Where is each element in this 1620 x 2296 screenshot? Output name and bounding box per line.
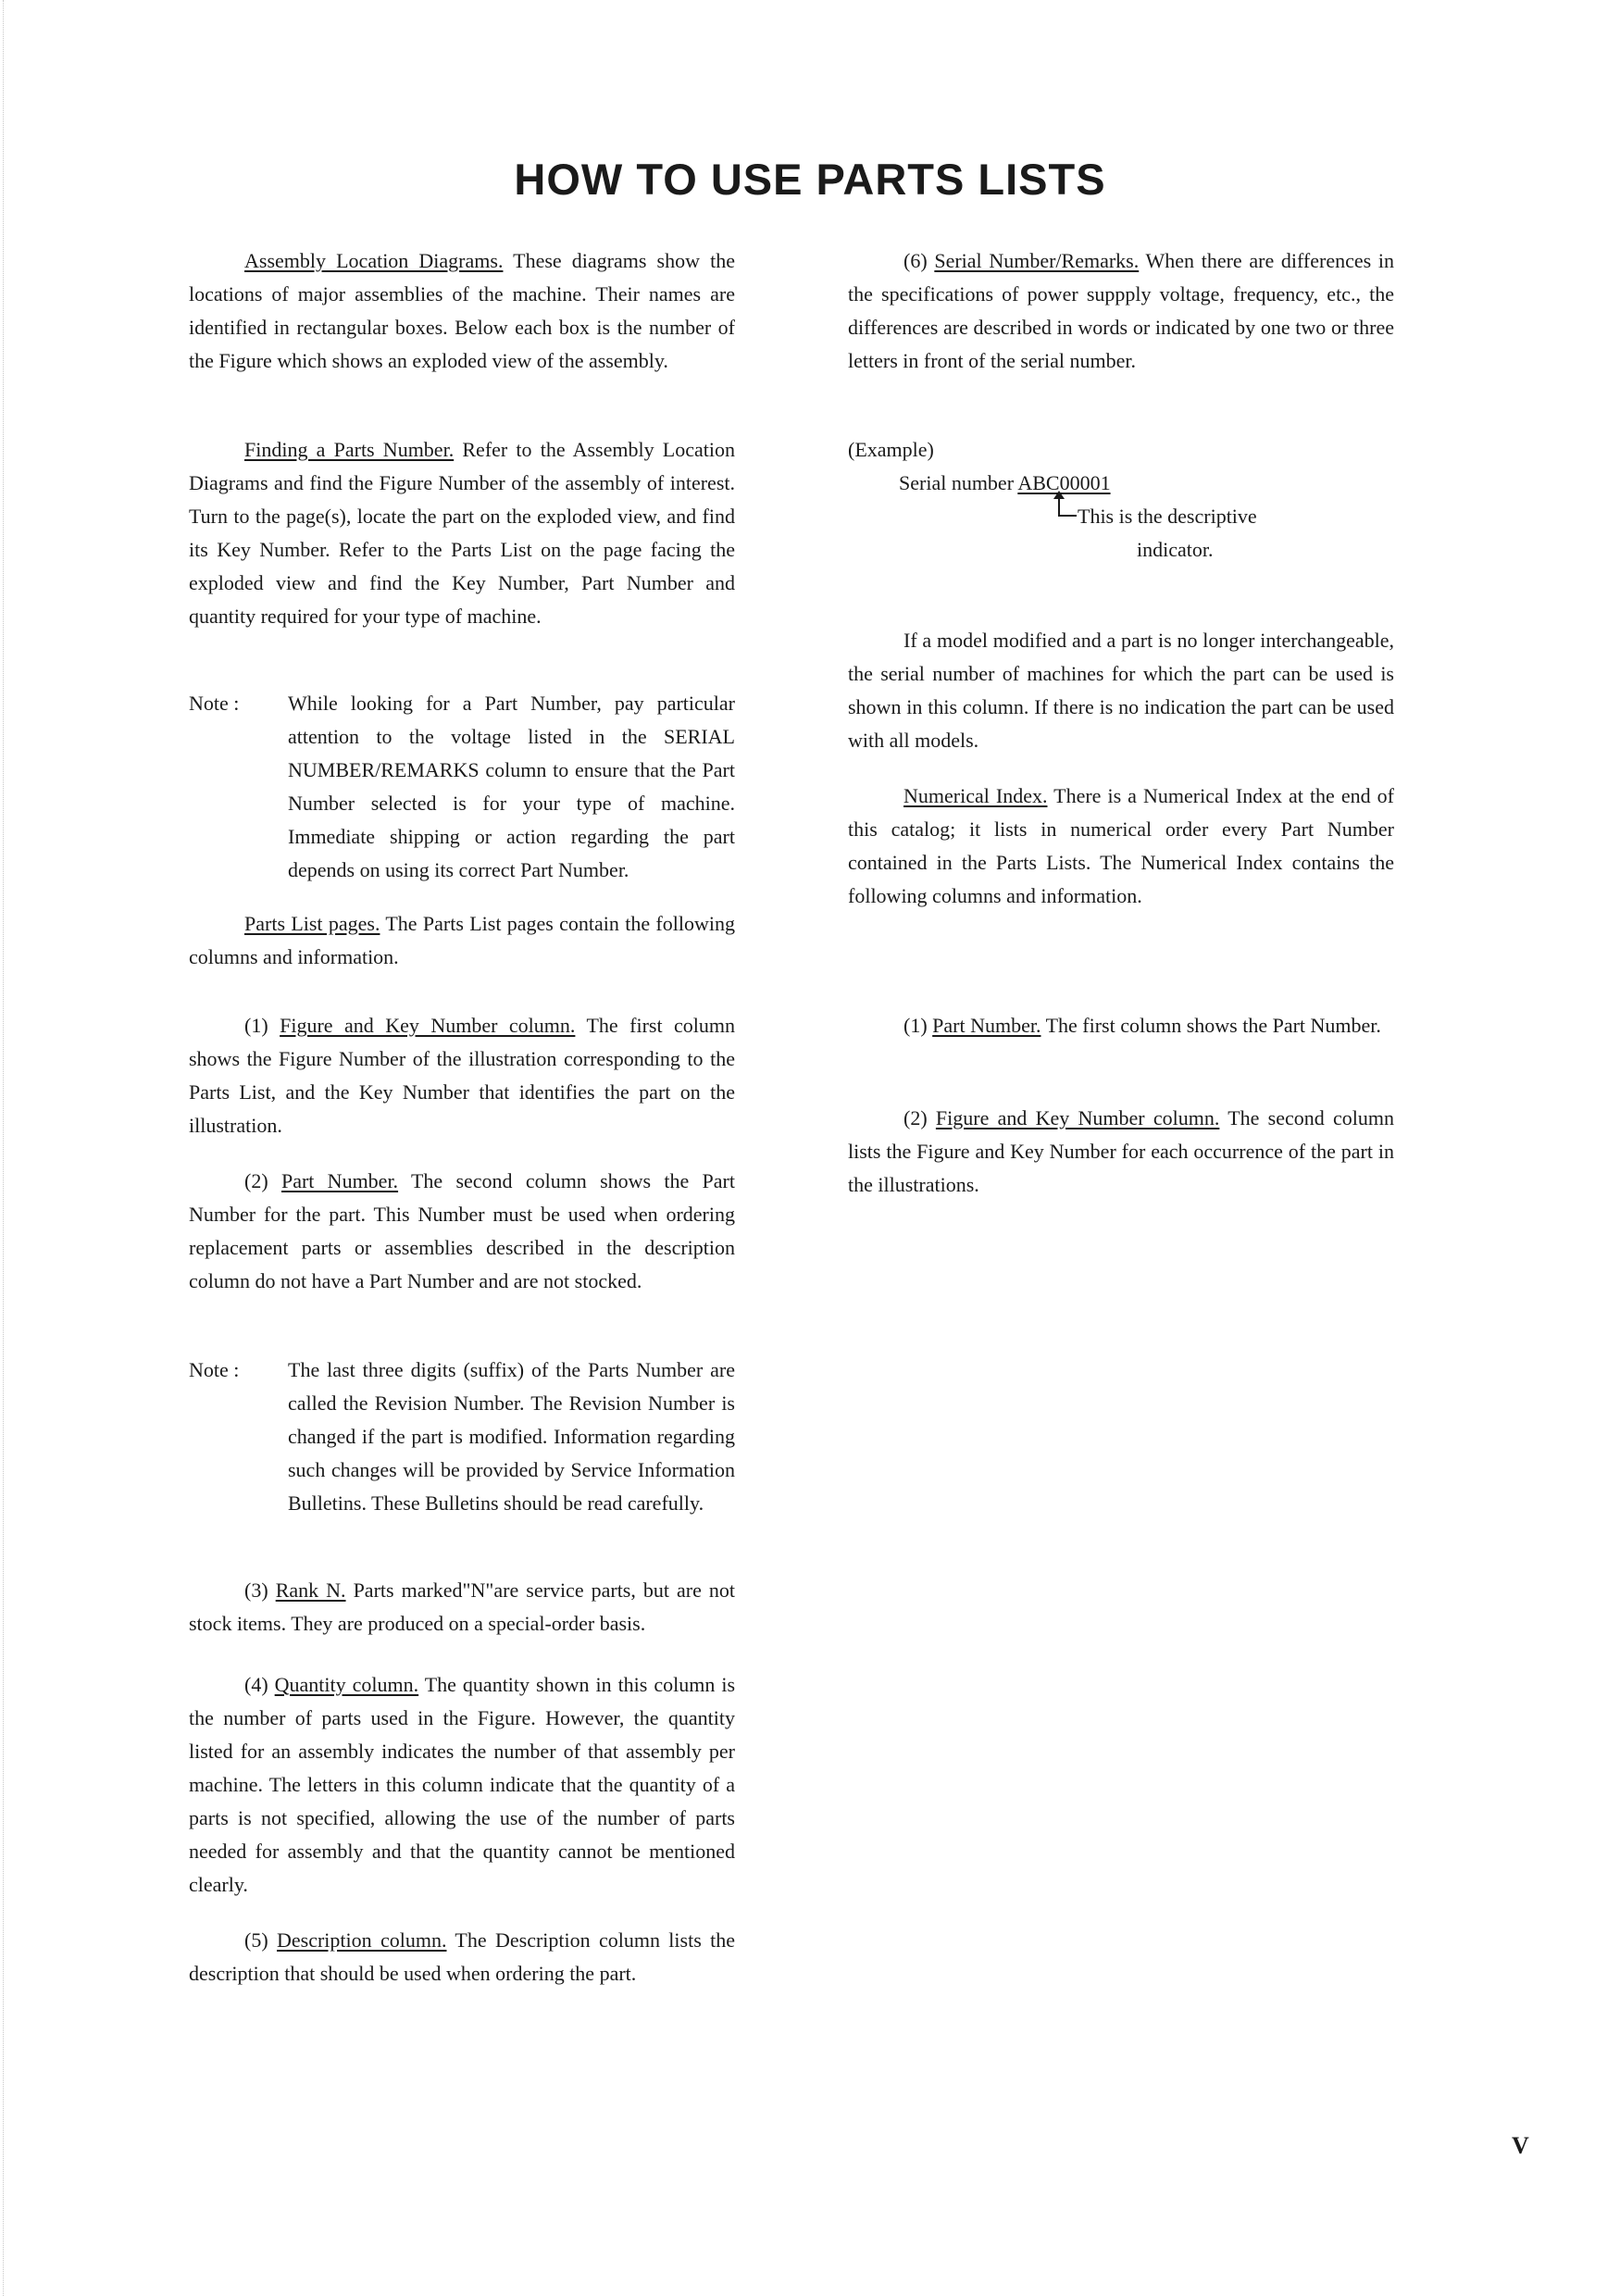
serial-number-label: Serial number — [899, 471, 1018, 494]
scan-edge-mark — [3, 0, 4, 2296]
parts-list-pages-heading: Parts List pages. — [244, 912, 380, 935]
figure-key-column-item — [189, 1009, 735, 1142]
quantity-column-heading: Quantity column. — [274, 1673, 419, 1696]
rank-n-item — [189, 1574, 735, 1641]
index-part-number-text: The first column shows the Part Number. — [1041, 1014, 1381, 1037]
serial-remarks-item — [848, 244, 1394, 378]
revision-number-note — [189, 1354, 735, 1520]
part-number-heading: Part Number. — [280, 1169, 399, 1192]
pointer-arrow-icon — [1058, 494, 1077, 517]
note-label: Note : — [189, 692, 240, 715]
rank-n-heading: Rank N. — [275, 1578, 346, 1602]
item-number: (3) — [244, 1578, 276, 1602]
description-column-text: The Description column lists the description that should be used when ordering the part. — [189, 1928, 735, 1985]
part-number-text: The second column shows the Part Number for the part. This Number must be used when ordering replacement parts or assemblies described in the description column do not have a Part Number and are not stocked. — [189, 1169, 735, 1292]
assembly-location-heading: Assembly Location Diagrams. — [244, 249, 504, 272]
voltage-note — [189, 687, 735, 887]
quantity-column-item — [189, 1668, 735, 1902]
serial-prefix: ABC — [1017, 471, 1060, 494]
numerical-index-heading: Numerical Index. — [903, 784, 1048, 807]
note-text: The last three digits (suffix) of the Parts Number are called the Revision Number. The Revision Number is changed if the part is modified. Information regarding such changes will be provided by Service Information Bulletins. These Bulletins should be read carefully. — [288, 1358, 735, 1515]
index-part-number-item — [848, 1009, 1394, 1042]
part-number-item — [189, 1165, 735, 1298]
finding-part-number-heading: Finding a Parts Number. — [244, 438, 455, 461]
index-figure-key-item — [848, 1102, 1394, 1202]
model-interchangeability-text: If a model modified and a part is no longer interchangeable, the serial number of machines for which the part can be used is shown in this column. If there is no indication the part can be used with all models. — [848, 629, 1394, 752]
finding-part-number-paragraph — [189, 433, 735, 633]
item-number: (1) — [244, 1014, 280, 1037]
item-number: (5) — [244, 1928, 277, 1952]
item-number: (2) — [903, 1106, 936, 1129]
rank-n-text: Parts marked"N"are service parts, but are not stock items. They are produced on a special-order basis. — [189, 1578, 736, 1635]
index-figure-key-heading: Figure and Key Number column. — [935, 1106, 1220, 1129]
index-part-number-heading: Part Number. — [932, 1014, 1041, 1037]
page-number: V — [1512, 2132, 1529, 2159]
indicator-line-1: This is the descriptive — [1078, 505, 1257, 528]
figure-key-column-heading: Figure and Key Number column. — [280, 1014, 576, 1037]
serial-number-example — [848, 433, 1394, 567]
finding-part-number-text: Refer to the Assembly Location Diagrams and find the Figure Number of the assembly of interest. Turn to the page(s), locate the part on the exploded view, and find its Key Number. Refer to the Parts List on the page facing the exploded view and find the Key Number, Part Number and quantity required for your type of machine. — [189, 438, 735, 628]
note-text: While looking for a Part Number, pay particular attention to the voltage listed in the SERIAL NUMBER/REMARKS column to ensure that the Part Number selected is for your type of machine. Immediate shipping or action regarding the part depends on using its correct Part Number. — [288, 692, 735, 881]
indicator-line-2: indicator. — [1137, 538, 1214, 561]
parts-list-pages-paragraph — [189, 907, 735, 974]
figure-key-column-text: The first column shows the Figure Number of the illustration corresponding to the Parts List, and the Key Number that identifies the part on the illustration. — [189, 1014, 736, 1137]
serial-digits: 00001 — [1059, 471, 1111, 494]
assembly-location-paragraph — [189, 244, 735, 378]
serial-number-line — [848, 467, 1394, 500]
example-label: (Example) — [848, 438, 934, 461]
index-figure-key-text: The second column lists the Figure and Key Number for each occurrence of the part in the illustrations. — [848, 1106, 1395, 1196]
indicator-callout — [848, 500, 1394, 533]
item-number: (1) — [903, 1014, 933, 1037]
serial-remarks-text: When there are differences in the specifications of power suppply voltage, frequency, etc., the differences are described in words or indicated by one two or three letters in front of the serial number. — [848, 249, 1394, 372]
model-interchangeability-paragraph — [848, 624, 1394, 757]
numerical-index-paragraph — [848, 780, 1394, 913]
description-column-item — [189, 1924, 735, 1990]
item-number: (6) — [903, 249, 935, 272]
serial-remarks-heading: Serial Number/Remarks. — [934, 249, 1140, 272]
item-number: (4) — [244, 1673, 275, 1696]
description-column-heading: Description column. — [277, 1928, 447, 1952]
page-title: HOW TO USE PARTS LISTS — [514, 155, 1106, 204]
note-label: Note : — [189, 1358, 240, 1381]
quantity-column-text: The quantity shown in this column is the number of parts used in the Figure. However, the quantity listed for an assembly indicates the number of that assembly per machine. The letters in this column indicate that the quantity of a parts is not specified, allowing the use of the number of parts needed for assembly and that the quantity cannot be mentioned clearly. — [189, 1673, 736, 1896]
item-number: (2) — [244, 1169, 281, 1192]
assembly-location-text: These diagrams show the locations of major assemblies of the machine. Their names are identified in rectangular boxes. Below each box is the number of the Figure which shows an exploded view of the assembly. — [189, 249, 735, 372]
parts-list-pages-text: The Parts List pages contain the following columns and information. — [189, 912, 735, 968]
numerical-index-text: There is a Numerical Index at the end of this catalog; it lists in numerical order every Part Number contained in the Parts Lists. The Numerical Index contains the following columns and information. — [848, 784, 1394, 907]
